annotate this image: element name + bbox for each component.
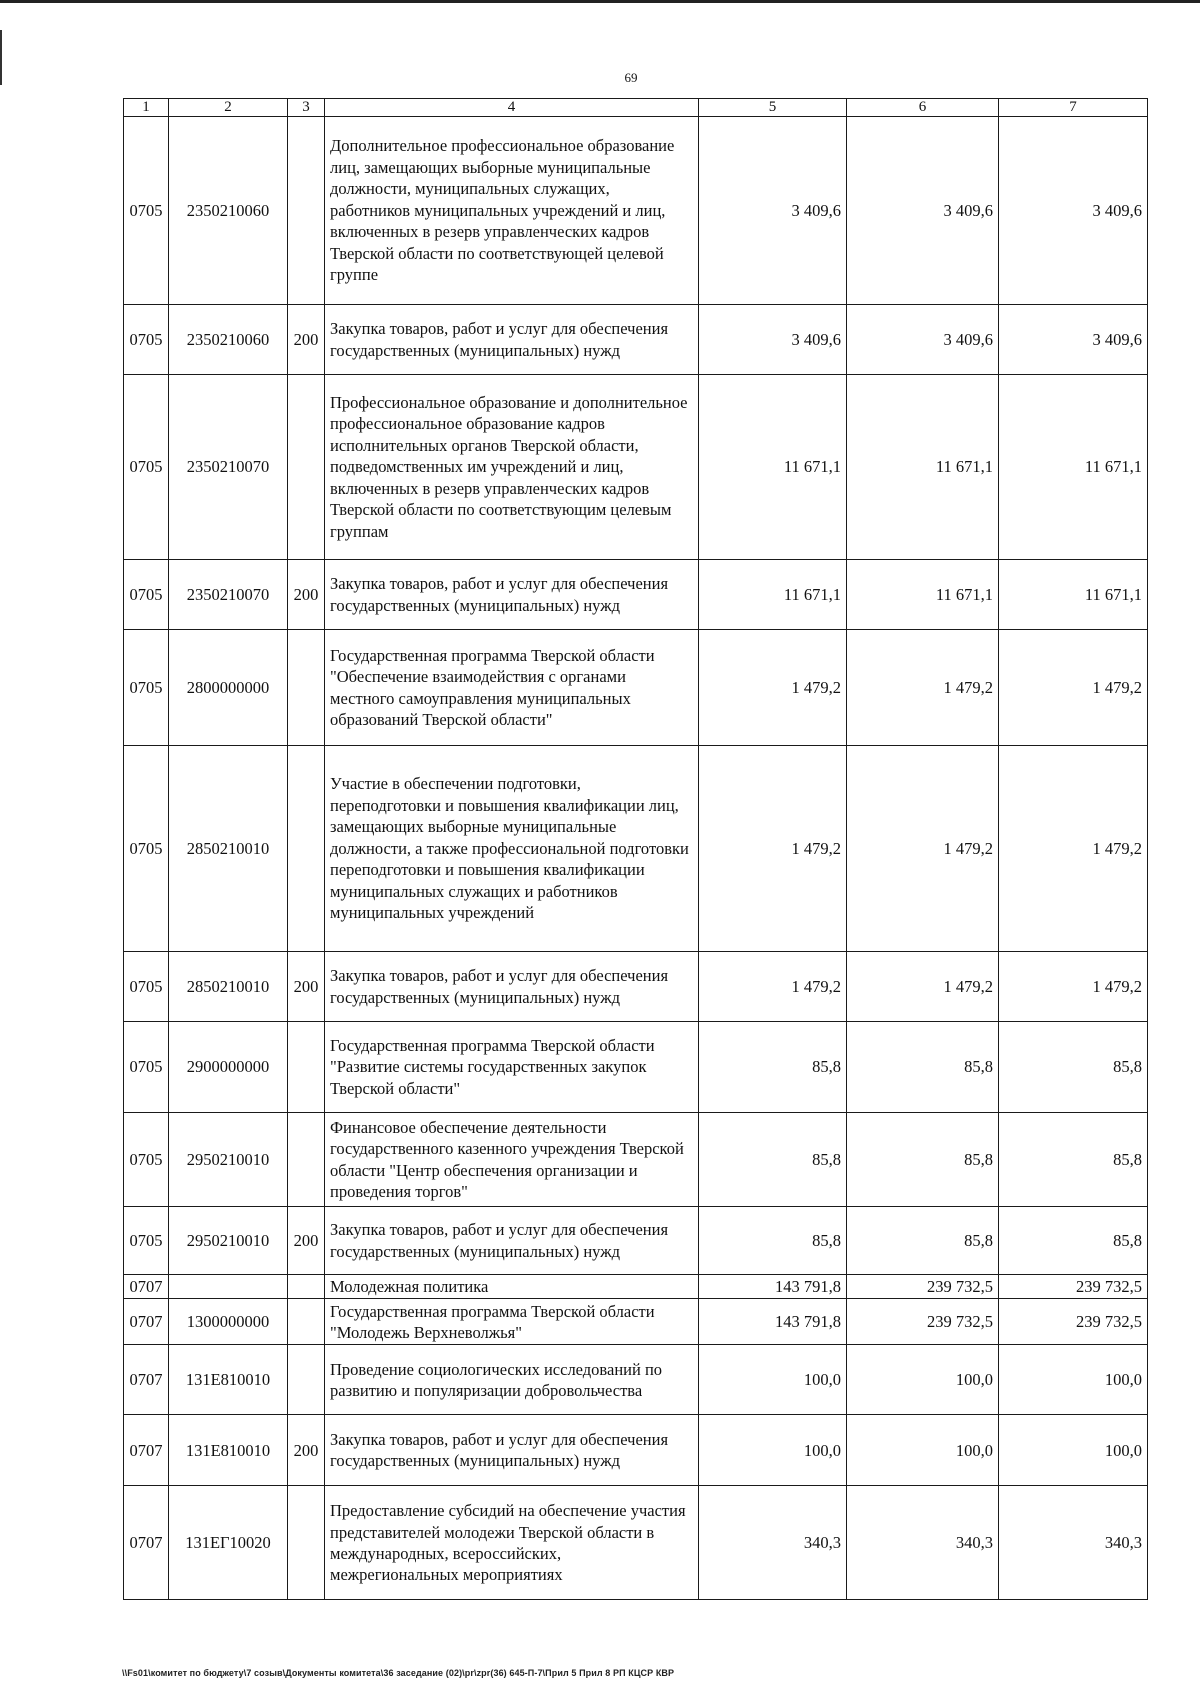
amount-col5: 143 791,8 (699, 1275, 847, 1299)
section-code: 0707 (124, 1345, 169, 1415)
budget-table (123, 98, 1148, 1600)
target-article-code: 2950210010 (169, 1113, 288, 1207)
amount-col7: 239 732,5 (999, 1275, 1148, 1299)
amount-col6: 100,0 (847, 1415, 999, 1486)
section-code: 0705 (124, 1207, 169, 1275)
amount-col6: 85,8 (847, 1113, 999, 1207)
amount-col7: 239 732,5 (999, 1299, 1148, 1345)
target-article-code: 1300000000 (169, 1299, 288, 1345)
amount-col7: 85,8 (999, 1207, 1148, 1275)
expense-type-code: 200 (288, 560, 325, 630)
table-row (124, 1022, 1148, 1113)
amount-col6: 100,0 (847, 1345, 999, 1415)
target-article-code: 131Е810010 (169, 1415, 288, 1486)
target-article-code: 2850210010 (169, 952, 288, 1022)
item-name: Государственная программа Тверской области "Обеспечение взаимодействия с органами местного самоуправления муниципальных образований Тверской области" (325, 630, 699, 746)
section-code: 0705 (124, 746, 169, 952)
target-article-code: 2350210070 (169, 375, 288, 560)
amount-col7: 340,3 (999, 1486, 1148, 1600)
amount-col5: 340,3 (699, 1486, 847, 1600)
table-row (124, 746, 1148, 952)
table-row (124, 1486, 1148, 1600)
section-code: 0707 (124, 1415, 169, 1486)
item-name: Закупка товаров, работ и услуг для обеспечения государственных (муниципальных) нужд (325, 1415, 699, 1486)
target-article-code (169, 1275, 288, 1299)
section-code: 0705 (124, 375, 169, 560)
amount-col5: 11 671,1 (699, 375, 847, 560)
table-row (124, 375, 1148, 560)
column-header: 2 (169, 99, 288, 117)
amount-col7: 1 479,2 (999, 746, 1148, 952)
table-row (124, 117, 1148, 305)
section-code: 0705 (124, 305, 169, 375)
table-row (124, 305, 1148, 375)
amount-col5: 85,8 (699, 1113, 847, 1207)
amount-col5: 100,0 (699, 1345, 847, 1415)
expense-type-code (288, 1345, 325, 1415)
table-row (124, 1113, 1148, 1207)
section-code: 0707 (124, 1275, 169, 1299)
table-row (124, 1345, 1148, 1415)
table-row (124, 1299, 1148, 1345)
expense-type-code (288, 117, 325, 305)
amount-col5: 1 479,2 (699, 630, 847, 746)
amount-col7: 85,8 (999, 1113, 1148, 1207)
amount-col6: 239 732,5 (847, 1275, 999, 1299)
amount-col5: 85,8 (699, 1207, 847, 1275)
table-row (124, 1207, 1148, 1275)
section-code: 0705 (124, 560, 169, 630)
target-article-code: 131ЕГ10020 (169, 1486, 288, 1600)
expense-type-code: 200 (288, 305, 325, 375)
expense-type-code (288, 375, 325, 560)
target-article-code: 2350210060 (169, 117, 288, 305)
amount-col5: 1 479,2 (699, 952, 847, 1022)
column-header: 6 (847, 99, 999, 117)
amount-col6: 239 732,5 (847, 1299, 999, 1345)
table-row (124, 1275, 1148, 1299)
table-row (124, 1415, 1148, 1486)
target-article-code: 2350210070 (169, 560, 288, 630)
item-name: Проведение социологических исследований по развитию и популяризации добровольчества (325, 1345, 699, 1415)
amount-col7: 85,8 (999, 1022, 1148, 1113)
amount-col7: 100,0 (999, 1415, 1148, 1486)
expense-type-code (288, 746, 325, 952)
target-article-code: 2950210010 (169, 1207, 288, 1275)
amount-col6: 1 479,2 (847, 630, 999, 746)
section-code: 0705 (124, 1113, 169, 1207)
amount-col6: 11 671,1 (847, 375, 999, 560)
amount-col7: 1 479,2 (999, 630, 1148, 746)
item-name: Государственная программа Тверской области "Развитие системы государственных закупок Тверской области" (325, 1022, 699, 1113)
amount-col6: 11 671,1 (847, 560, 999, 630)
amount-col6: 85,8 (847, 1022, 999, 1113)
section-code: 0705 (124, 117, 169, 305)
item-name: Молодежная политика (325, 1275, 699, 1299)
amount-col6: 3 409,6 (847, 117, 999, 305)
item-name: Финансовое обеспечение деятельности государственного казенного учреждения Тверской области "Центр обеспечения организации и проведения торгов" (325, 1113, 699, 1207)
item-name: Закупка товаров, работ и услуг для обеспечения государственных (муниципальных) нужд (325, 560, 699, 630)
section-code: 0707 (124, 1299, 169, 1345)
amount-col5: 3 409,6 (699, 305, 847, 375)
column-header: 7 (999, 99, 1148, 117)
table-row (124, 630, 1148, 746)
item-name: Закупка товаров, работ и услуг для обеспечения государственных (муниципальных) нужд (325, 1207, 699, 1275)
table-row (124, 952, 1148, 1022)
section-code: 0705 (124, 1022, 169, 1113)
page-number: 69 (624, 70, 638, 85)
column-header: 1 (124, 99, 169, 117)
column-header: 5 (699, 99, 847, 117)
expense-type-code (288, 1275, 325, 1299)
amount-col6: 340,3 (847, 1486, 999, 1600)
amount-col7: 100,0 (999, 1345, 1148, 1415)
target-article-code: 2800000000 (169, 630, 288, 746)
expense-type-code (288, 630, 325, 746)
amount-col7: 11 671,1 (999, 560, 1148, 630)
amount-col5: 143 791,8 (699, 1299, 847, 1345)
column-header: 4 (325, 99, 699, 117)
amount-col6: 1 479,2 (847, 952, 999, 1022)
column-header: 3 (288, 99, 325, 117)
amount-col5: 3 409,6 (699, 117, 847, 305)
expense-type-code: 200 (288, 1415, 325, 1486)
amount-col5: 1 479,2 (699, 746, 847, 952)
amount-col5: 100,0 (699, 1415, 847, 1486)
expense-type-code: 200 (288, 952, 325, 1022)
item-name: Закупка товаров, работ и услуг для обеспечения государственных (муниципальных) нужд (325, 305, 699, 375)
amount-col6: 3 409,6 (847, 305, 999, 375)
item-name: Дополнительное профессиональное образование лиц, замещающих выборные муниципальные должности, муниципальных служащих, работников муниципальных учреждений и лиц, включенных в резерв управленческих кадров Тверской области по соответствующей целевой группе (325, 117, 699, 305)
expense-type-code (288, 1299, 325, 1345)
expense-type-code: 200 (288, 1207, 325, 1275)
amount-col7: 3 409,6 (999, 117, 1148, 305)
amount-col7: 11 671,1 (999, 375, 1148, 560)
file-path-footer: \\Fs01\комитет по бюджету\7 созыв\Документы комитета\36 заседание (02)\pr\zpr(36) 645-П-7\Прил 5 Прил 8 РП КЦСР КВР (122, 1668, 675, 1678)
target-article-code: 2900000000 (169, 1022, 288, 1113)
expense-type-code (288, 1113, 325, 1207)
column-number-row (124, 99, 1148, 117)
expense-type-code (288, 1022, 325, 1113)
amount-col7: 3 409,6 (999, 305, 1148, 375)
item-name: Предоставление субсидий на обеспечение участия представителей молодежи Тверской области в международных, всероссийских, межрегиональных мероприятиях (325, 1486, 699, 1600)
target-article-code: 2350210060 (169, 305, 288, 375)
section-code: 0707 (124, 1486, 169, 1600)
amount-col5: 11 671,1 (699, 560, 847, 630)
item-name: Профессиональное образование и дополнительное профессиональное образование кадров исполнительных органов Тверской области, подведомственных им учреждений и лиц, включенных в резерв управленческих кадров Тверской области по соответствующим целевым группам (325, 375, 699, 560)
amount-col6: 1 479,2 (847, 746, 999, 952)
scan-edge-top (0, 0, 1200, 3)
expense-type-code (288, 1486, 325, 1600)
table-row (124, 560, 1148, 630)
section-code: 0705 (124, 952, 169, 1022)
target-article-code: 131Е810010 (169, 1345, 288, 1415)
amount-col5: 85,8 (699, 1022, 847, 1113)
item-name: Государственная программа Тверской области "Молодежь Верхневолжья" (325, 1299, 699, 1345)
item-name: Участие в обеспечении подготовки, переподготовки и повышения квалификации лиц, замещающих выборные муниципальные должности, а также профессиональной подготовки переподготовки и повышения квалификации муниципальных служащих и работников муниципальных учреждений (325, 746, 699, 952)
amount-col6: 85,8 (847, 1207, 999, 1275)
item-name: Закупка товаров, работ и услуг для обеспечения государственных (муниципальных) нужд (325, 952, 699, 1022)
target-article-code: 2850210010 (169, 746, 288, 952)
section-code: 0705 (124, 630, 169, 746)
amount-col7: 1 479,2 (999, 952, 1148, 1022)
